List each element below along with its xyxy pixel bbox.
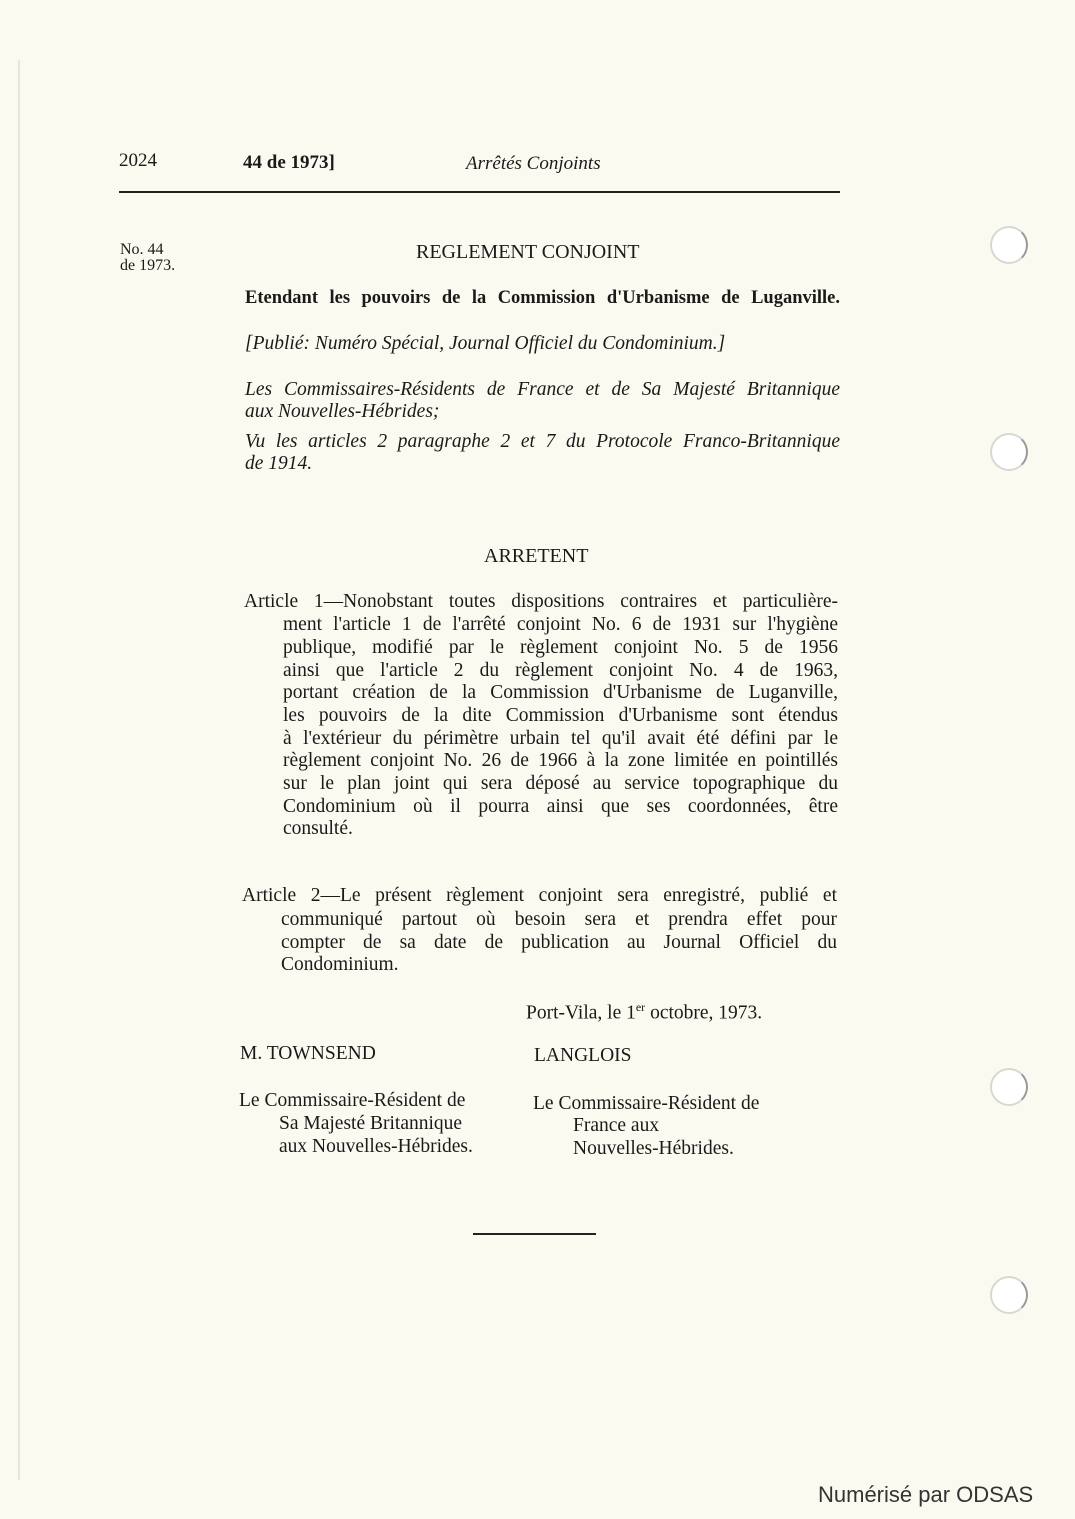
margin-note bbox=[120, 242, 175, 274]
preamble-line: de 1914. bbox=[245, 453, 313, 474]
preamble-line: Les Commissaires-Résidents de France et de Sa Majesté Britannique bbox=[245, 379, 840, 400]
date-line bbox=[526, 1000, 762, 1025]
margin-note-line: No. 44 bbox=[120, 241, 164, 258]
punch-hole-icon bbox=[990, 1068, 1028, 1106]
article-line: sur le plan joint qui sera déposé au service topographique du bbox=[283, 773, 838, 794]
margin-note-line: de 1973. bbox=[120, 257, 176, 274]
article-line: ment l'article 1 de l'arrêté conjoint No. 6 de 1931 sur l'hygiène bbox=[283, 614, 838, 635]
article-line: règlement conjoint No. 26 de 1966 à la zone limitée en pointillés bbox=[283, 750, 838, 771]
date-suffix: octobre, 1973. bbox=[645, 1002, 763, 1024]
document-title: REGLEMENT CONJOINT bbox=[416, 241, 640, 263]
article-line: Article 2—Le présent règlement conjoint sera enregistré, publié et bbox=[242, 885, 837, 906]
article-line: consulté. bbox=[283, 818, 353, 839]
article-line: Article 1—Nonobstant toutes dispositions contraires et particulière- bbox=[244, 591, 838, 612]
article-line: publique, modifié par le règlement conjoint No. 5 de 1956 bbox=[283, 637, 838, 658]
article-line: les pouvoirs de la dite Commission d'Urbanisme sont étendus bbox=[283, 705, 838, 726]
arretent-heading: ARRETENT bbox=[484, 545, 589, 567]
page-number: 2024 bbox=[119, 150, 157, 171]
date-superscript: er bbox=[635, 1000, 646, 1014]
signatory-title-line: Le Commissaire-Résident de bbox=[533, 1093, 760, 1114]
article-line: à l'extérieur du périmètre urbain tel qu'il avait été défini par le bbox=[283, 728, 838, 749]
punch-hole-icon bbox=[990, 1276, 1028, 1314]
signatory-title-line: Sa Majesté Britannique bbox=[279, 1113, 463, 1134]
document-subtitle: Etendant les pouvoirs de la Commission d'Urbanisme de Luganville. bbox=[245, 288, 840, 308]
date-prefix: Port-Vila, le 1 bbox=[526, 1002, 636, 1024]
header-rule bbox=[119, 191, 840, 193]
signatory-title-line: France aux bbox=[573, 1115, 660, 1136]
article-line: communiqué partout où besoin sera et prendra effet pour bbox=[281, 909, 837, 930]
scan-edge bbox=[18, 60, 20, 1480]
punch-hole-icon bbox=[990, 433, 1028, 471]
signatory-title-line: Nouvelles-Hébrides. bbox=[573, 1138, 734, 1159]
document-reference: 44 de 1973] bbox=[243, 152, 335, 173]
signatory-name: LANGLOIS bbox=[534, 1045, 632, 1066]
article-line: portant création de la Commission d'Urbanisme de Luganville, bbox=[283, 682, 838, 703]
publication-note: [Publié: Numéro Spécial, Journal Officiel du Condominium.] bbox=[245, 333, 726, 354]
signatory-title-line: Le Commissaire-Résident de bbox=[239, 1090, 466, 1111]
closing-rule bbox=[473, 1233, 596, 1235]
article-line: Condominium où il pourra ainsi que ses coordonnées, être bbox=[283, 796, 838, 817]
signatory-title-line: aux Nouvelles-Hébrides. bbox=[279, 1136, 473, 1157]
running-title: Arrêtés Conjoints bbox=[466, 153, 601, 174]
preamble-line: aux Nouvelles-Hébrides; bbox=[245, 401, 440, 422]
digitization-watermark: Numérisé par ODSAS bbox=[818, 1482, 1034, 1507]
preamble-line: Vu les articles 2 paragraphe 2 et 7 du Protocole Franco-Britannique bbox=[245, 431, 840, 452]
signatory-name: M. TOWNSEND bbox=[240, 1043, 376, 1064]
article-line: ainsi que l'article 2 du règlement conjoint No. 4 de 1963, bbox=[283, 660, 838, 681]
punch-hole-icon bbox=[990, 226, 1028, 264]
article-line: Condominium. bbox=[281, 954, 399, 975]
article-line: compter de sa date de publication au Journal Officiel du bbox=[281, 932, 837, 953]
